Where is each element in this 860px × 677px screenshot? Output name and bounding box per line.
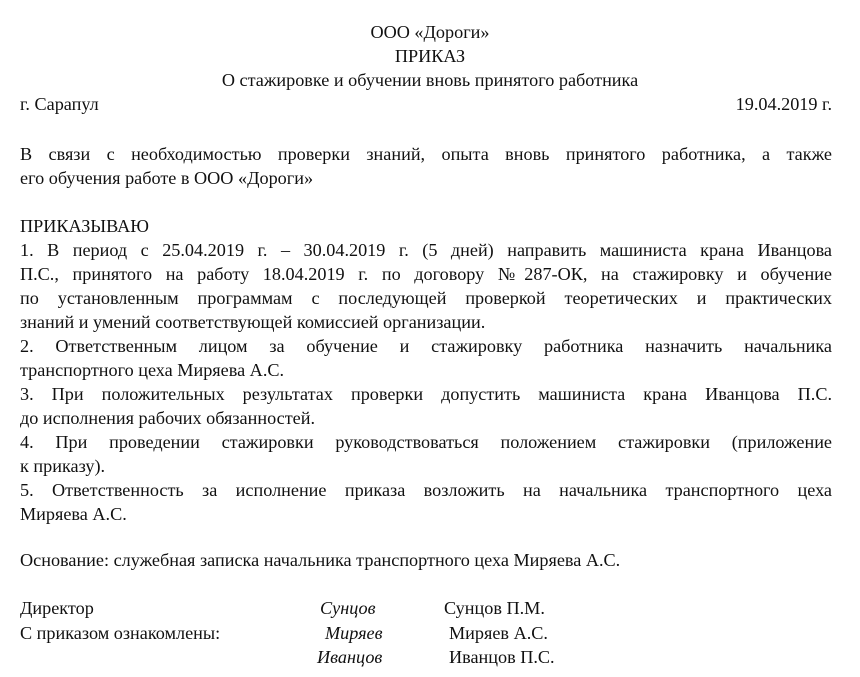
acquainted-label: С приказом ознакомлены:	[20, 623, 221, 643]
person-name: Иванцов П.С.	[449, 647, 555, 667]
order-line: транспортного цеха Миряева А.С.	[20, 360, 285, 380]
order-line: 3. При положительных результатах проверки допустить машиниста крана Иванцова П.С.	[20, 384, 832, 404]
director-label: Директор	[20, 598, 94, 618]
intro-line: его обучения работе в ООО «Дороги»	[20, 168, 314, 188]
document-type: ПРИКАЗ	[394, 46, 466, 66]
city: г. Сарапул	[20, 94, 99, 114]
organization-name: ООО «Дороги»	[370, 22, 490, 42]
intro-line: В связи с необходимостью проверки знаний, опыта вновь принятого работника, а также	[20, 144, 832, 164]
order-line: 5. Ответственность за исполнение приказа возложить на начальника транспортного цеха	[20, 480, 832, 500]
order-line: 4. При проведении стажировки руководствоваться положением стажировки (приложение	[20, 432, 832, 452]
order-line: 1. В период с 25.04.2019 г. – 30.04.2019 г. (5 дней) направить машиниста крана Иванцова	[20, 240, 832, 260]
document-subject: О стажировке и обучении вновь принятого работника	[221, 70, 639, 90]
document-date: 19.04.2019 г.	[735, 94, 832, 114]
director-signature: Сунцов	[320, 598, 376, 618]
order-basis: Основание: служебная записка начальника транспортного цеха Миряева А.С.	[20, 550, 621, 570]
order-line: Миряева А.С.	[20, 504, 127, 524]
director-name: Сунцов П.М.	[444, 598, 545, 618]
order-line: 2. Ответственным лицом за обучение и стажировку работника назначить начальника	[20, 336, 832, 356]
order-line: П.С., принятого на работу 18.04.2019 г. по договору №287-ОК, на стажировку и обучение	[20, 264, 832, 284]
order-line: до исполнения рабочих обязанностей.	[20, 408, 316, 428]
order-line: по установленным программам с последующей проверкой теоретических и практических	[20, 288, 832, 308]
order-heading: ПРИКАЗЫВАЮ	[20, 216, 149, 236]
person-signature: Иванцов	[317, 647, 383, 667]
person-name: Миряев А.С.	[449, 623, 548, 643]
person-signature: Миряев	[325, 623, 383, 643]
order-line: к приказу).	[20, 456, 106, 476]
order-line: знаний и умений соответствующей комиссией организации.	[20, 312, 486, 332]
